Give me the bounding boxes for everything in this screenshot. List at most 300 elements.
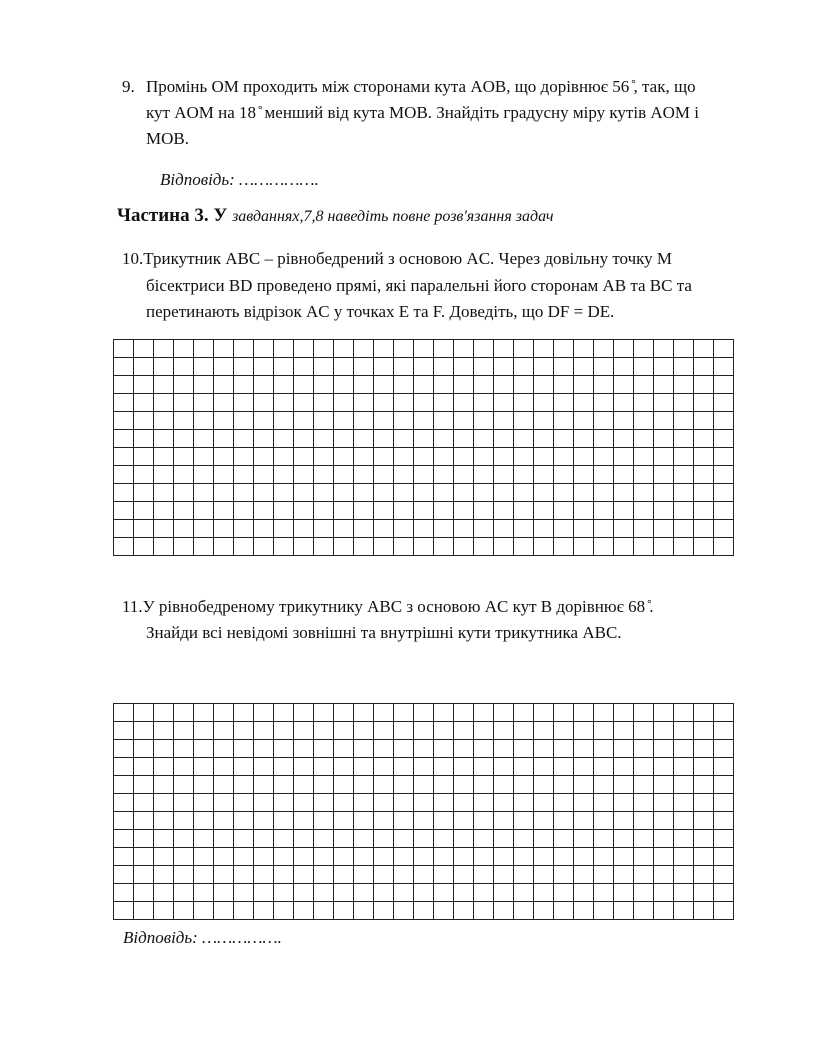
grid-cell[interactable] [214, 848, 234, 866]
grid-cell[interactable] [594, 430, 614, 448]
grid-cell[interactable] [454, 538, 474, 556]
grid-cell[interactable] [114, 430, 134, 448]
grid-cell[interactable] [234, 884, 254, 902]
grid-cell[interactable] [114, 704, 134, 722]
grid-cell[interactable] [414, 704, 434, 722]
grid-cell[interactable] [434, 704, 454, 722]
grid-cell[interactable] [574, 340, 594, 358]
grid-cell[interactable] [634, 358, 654, 376]
grid-cell[interactable] [254, 448, 274, 466]
grid-cell[interactable] [514, 430, 534, 448]
grid-cell[interactable] [614, 776, 634, 794]
grid-cell[interactable] [234, 376, 254, 394]
grid-cell[interactable] [574, 538, 594, 556]
grid-cell[interactable] [154, 758, 174, 776]
grid-cell[interactable] [594, 830, 614, 848]
grid-cell[interactable] [674, 466, 694, 484]
grid-cell[interactable] [574, 376, 594, 394]
grid-cell[interactable] [634, 520, 654, 538]
grid-cell[interactable] [574, 776, 594, 794]
grid-cell[interactable] [194, 394, 214, 412]
grid-cell[interactable] [694, 448, 714, 466]
grid-cell[interactable] [294, 430, 314, 448]
grid-cell[interactable] [134, 902, 154, 920]
grid-cell[interactable] [174, 502, 194, 520]
grid-cell[interactable] [394, 812, 414, 830]
grid-cell[interactable] [534, 376, 554, 394]
grid-cell[interactable] [674, 758, 694, 776]
grid-cell[interactable] [214, 740, 234, 758]
grid-cell[interactable] [494, 758, 514, 776]
grid-cell[interactable] [354, 412, 374, 430]
grid-cell[interactable] [514, 830, 534, 848]
grid-cell[interactable] [494, 812, 514, 830]
grid-cell[interactable] [114, 358, 134, 376]
grid-cell[interactable] [134, 430, 154, 448]
grid-cell[interactable] [374, 848, 394, 866]
grid-cell[interactable] [574, 358, 594, 376]
grid-cell[interactable] [274, 448, 294, 466]
grid-cell[interactable] [574, 430, 594, 448]
grid-cell[interactable] [174, 538, 194, 556]
grid-cell[interactable] [254, 758, 274, 776]
grid-cell[interactable] [334, 722, 354, 740]
grid-cell[interactable] [614, 484, 634, 502]
grid-cell[interactable] [614, 448, 634, 466]
grid-cell[interactable] [534, 394, 554, 412]
grid-cell[interactable] [154, 830, 174, 848]
grid-cell[interactable] [714, 466, 734, 484]
grid-cell[interactable] [534, 520, 554, 538]
grid-cell[interactable] [414, 484, 434, 502]
grid-cell[interactable] [534, 358, 554, 376]
grid-cell[interactable] [314, 448, 334, 466]
grid-cell[interactable] [214, 830, 234, 848]
grid-cell[interactable] [354, 358, 374, 376]
grid-cell[interactable] [214, 412, 234, 430]
grid-cell[interactable] [154, 358, 174, 376]
grid-cell[interactable] [114, 376, 134, 394]
grid-cell[interactable] [554, 704, 574, 722]
grid-cell[interactable] [394, 794, 414, 812]
grid-cell[interactable] [154, 520, 174, 538]
grid-cell[interactable] [234, 812, 254, 830]
grid-cell[interactable] [374, 758, 394, 776]
grid-cell[interactable] [194, 794, 214, 812]
grid-cell[interactable] [414, 776, 434, 794]
grid-cell[interactable] [454, 740, 474, 758]
grid-cell[interactable] [474, 794, 494, 812]
grid-cell[interactable] [314, 376, 334, 394]
grid-cell[interactable] [134, 412, 154, 430]
grid-cell[interactable] [414, 430, 434, 448]
grid-cell[interactable] [254, 484, 274, 502]
grid-cell[interactable] [694, 722, 714, 740]
grid-cell[interactable] [674, 884, 694, 902]
grid-cell[interactable] [314, 520, 334, 538]
grid-cell[interactable] [354, 776, 374, 794]
grid-cell[interactable] [394, 412, 414, 430]
grid-cell[interactable] [494, 776, 514, 794]
grid-cell[interactable] [574, 794, 594, 812]
grid-cell[interactable] [134, 848, 154, 866]
grid-cell[interactable] [594, 812, 614, 830]
grid-cell[interactable] [714, 340, 734, 358]
grid-cell[interactable] [674, 484, 694, 502]
grid-cell[interactable] [374, 884, 394, 902]
grid-cell[interactable] [174, 794, 194, 812]
grid-cell[interactable] [414, 794, 434, 812]
grid-cell[interactable] [554, 722, 574, 740]
grid-cell[interactable] [214, 520, 234, 538]
grid-cell[interactable] [454, 866, 474, 884]
grid-cell[interactable] [354, 448, 374, 466]
grid-cell[interactable] [434, 340, 454, 358]
grid-cell[interactable] [634, 866, 654, 884]
grid-cell[interactable] [494, 520, 514, 538]
grid-cell[interactable] [354, 866, 374, 884]
grid-cell[interactable] [574, 412, 594, 430]
grid-cell[interactable] [234, 502, 254, 520]
grid-cell[interactable] [434, 394, 454, 412]
grid-cell[interactable] [374, 484, 394, 502]
grid-cell[interactable] [634, 340, 654, 358]
grid-cell[interactable] [114, 412, 134, 430]
grid-cell[interactable] [194, 740, 214, 758]
grid-cell[interactable] [634, 376, 654, 394]
grid-cell[interactable] [114, 502, 134, 520]
grid-cell[interactable] [134, 502, 154, 520]
grid-cell[interactable] [534, 430, 554, 448]
grid-cell[interactable] [294, 394, 314, 412]
grid-cell[interactable] [554, 502, 574, 520]
grid-cell[interactable] [134, 520, 154, 538]
grid-cell[interactable] [154, 502, 174, 520]
grid-cell[interactable] [214, 448, 234, 466]
grid-cell[interactable] [494, 340, 514, 358]
grid-cell[interactable] [374, 448, 394, 466]
grid-cell[interactable] [434, 538, 454, 556]
grid-cell[interactable] [554, 376, 574, 394]
grid-cell[interactable] [534, 758, 554, 776]
grid-cell[interactable] [114, 740, 134, 758]
grid-cell[interactable] [274, 902, 294, 920]
grid-cell[interactable] [394, 340, 414, 358]
grid-cell[interactable] [594, 484, 614, 502]
grid-cell[interactable] [194, 502, 214, 520]
grid-cell[interactable] [314, 830, 334, 848]
grid-cell[interactable] [614, 722, 634, 740]
grid-cell[interactable] [374, 830, 394, 848]
grid-cell[interactable] [354, 340, 374, 358]
grid-cell[interactable] [474, 466, 494, 484]
grid-cell[interactable] [514, 412, 534, 430]
grid-cell[interactable] [194, 830, 214, 848]
grid-cell[interactable] [134, 484, 154, 502]
grid-cell[interactable] [274, 812, 294, 830]
grid-cell[interactable] [214, 358, 234, 376]
grid-cell[interactable] [434, 722, 454, 740]
grid-cell[interactable] [614, 740, 634, 758]
grid-cell[interactable] [554, 884, 574, 902]
grid-cell[interactable] [334, 412, 354, 430]
grid-cell[interactable] [354, 484, 374, 502]
grid-cell[interactable] [194, 358, 214, 376]
grid-cell[interactable] [654, 358, 674, 376]
grid-cell[interactable] [454, 884, 474, 902]
grid-cell[interactable] [534, 866, 554, 884]
grid-cell[interactable] [554, 758, 574, 776]
grid-cell[interactable] [294, 484, 314, 502]
grid-cell[interactable] [614, 394, 634, 412]
grid-cell[interactable] [354, 740, 374, 758]
grid-cell[interactable] [614, 466, 634, 484]
grid-cell[interactable] [394, 376, 414, 394]
grid-cell[interactable] [574, 866, 594, 884]
grid-cell[interactable] [294, 538, 314, 556]
grid-cell[interactable] [674, 740, 694, 758]
grid-cell[interactable] [594, 776, 614, 794]
grid-cell[interactable] [274, 466, 294, 484]
grid-cell[interactable] [334, 538, 354, 556]
grid-cell[interactable] [174, 812, 194, 830]
grid-cell[interactable] [614, 812, 634, 830]
grid-cell[interactable] [594, 466, 614, 484]
grid-cell[interactable] [334, 394, 354, 412]
grid-cell[interactable] [214, 340, 234, 358]
grid-cell[interactable] [694, 812, 714, 830]
grid-cell[interactable] [354, 520, 374, 538]
grid-cell[interactable] [154, 430, 174, 448]
grid-cell[interactable] [574, 758, 594, 776]
grid-cell[interactable] [594, 448, 614, 466]
grid-cell[interactable] [394, 866, 414, 884]
grid-cell[interactable] [694, 484, 714, 502]
grid-cell[interactable] [174, 394, 194, 412]
grid-cell[interactable] [254, 358, 274, 376]
grid-cell[interactable] [454, 358, 474, 376]
grid-cell[interactable] [674, 376, 694, 394]
grid-cell[interactable] [614, 794, 634, 812]
grid-cell[interactable] [414, 538, 434, 556]
grid-cell[interactable] [254, 848, 274, 866]
grid-cell[interactable] [694, 830, 714, 848]
grid-cell[interactable] [294, 830, 314, 848]
grid-cell[interactable] [494, 448, 514, 466]
grid-cell[interactable] [574, 830, 594, 848]
grid-cell[interactable] [574, 502, 594, 520]
grid-cell[interactable] [494, 430, 514, 448]
grid-cell[interactable] [574, 722, 594, 740]
grid-cell[interactable] [454, 794, 474, 812]
grid-cell[interactable] [674, 776, 694, 794]
grid-cell[interactable] [394, 466, 414, 484]
grid-cell[interactable] [634, 794, 654, 812]
grid-cell[interactable] [454, 502, 474, 520]
grid-cell[interactable] [134, 448, 154, 466]
grid-cell[interactable] [434, 812, 454, 830]
grid-cell[interactable] [554, 812, 574, 830]
grid-cell[interactable] [674, 538, 694, 556]
grid-cell[interactable] [314, 430, 334, 448]
grid-cell[interactable] [174, 448, 194, 466]
grid-cell[interactable] [474, 412, 494, 430]
grid-cell[interactable] [254, 884, 274, 902]
grid-cell[interactable] [674, 412, 694, 430]
grid-cell[interactable] [534, 448, 554, 466]
grid-cell[interactable] [334, 704, 354, 722]
grid-cell[interactable] [594, 722, 614, 740]
grid-cell[interactable] [454, 704, 474, 722]
grid-cell[interactable] [234, 538, 254, 556]
grid-cell[interactable] [594, 866, 614, 884]
grid-cell[interactable] [594, 848, 614, 866]
grid-cell[interactable] [114, 794, 134, 812]
grid-cell[interactable] [534, 848, 554, 866]
grid-cell[interactable] [394, 484, 414, 502]
grid-cell[interactable] [534, 502, 554, 520]
grid-cell[interactable] [114, 884, 134, 902]
grid-cell[interactable] [674, 848, 694, 866]
grid-cell[interactable] [594, 740, 614, 758]
grid-cell[interactable] [634, 484, 654, 502]
grid-cell[interactable] [194, 776, 214, 794]
grid-cell[interactable] [134, 340, 154, 358]
grid-cell[interactable] [714, 430, 734, 448]
grid-cell[interactable] [614, 412, 634, 430]
grid-cell[interactable] [294, 794, 314, 812]
task-10-answer-grid[interactable] [113, 339, 734, 556]
grid-cell[interactable] [114, 776, 134, 794]
grid-cell[interactable] [674, 340, 694, 358]
grid-cell[interactable] [694, 358, 714, 376]
grid-cell[interactable] [194, 722, 214, 740]
grid-cell[interactable] [554, 340, 574, 358]
grid-cell[interactable] [474, 812, 494, 830]
grid-cell[interactable] [554, 358, 574, 376]
grid-cell[interactable] [254, 538, 274, 556]
grid-cell[interactable] [514, 484, 534, 502]
grid-cell[interactable] [414, 340, 434, 358]
grid-cell[interactable] [514, 776, 534, 794]
grid-cell[interactable] [514, 794, 534, 812]
grid-cell[interactable] [294, 866, 314, 884]
grid-cell[interactable] [554, 866, 574, 884]
grid-cell[interactable] [394, 448, 414, 466]
grid-cell[interactable] [714, 794, 734, 812]
grid-cell[interactable] [714, 484, 734, 502]
grid-cell[interactable] [134, 740, 154, 758]
grid-cell[interactable] [714, 812, 734, 830]
grid-cell[interactable] [554, 448, 574, 466]
grid-cell[interactable] [574, 448, 594, 466]
grid-cell[interactable] [614, 902, 634, 920]
grid-cell[interactable] [374, 520, 394, 538]
grid-cell[interactable] [714, 884, 734, 902]
grid-cell[interactable] [374, 776, 394, 794]
grid-cell[interactable] [514, 538, 534, 556]
grid-cell[interactable] [634, 430, 654, 448]
grid-cell[interactable] [194, 448, 214, 466]
grid-cell[interactable] [514, 502, 534, 520]
grid-cell[interactable] [174, 358, 194, 376]
grid-cell[interactable] [234, 866, 254, 884]
grid-cell[interactable] [374, 394, 394, 412]
grid-cell[interactable] [354, 430, 374, 448]
grid-cell[interactable] [134, 758, 154, 776]
grid-cell[interactable] [234, 430, 254, 448]
grid-cell[interactable] [314, 740, 334, 758]
grid-cell[interactable] [334, 902, 354, 920]
grid-cell[interactable] [714, 376, 734, 394]
grid-cell[interactable] [594, 794, 614, 812]
grid-cell[interactable] [474, 448, 494, 466]
grid-cell[interactable] [634, 776, 654, 794]
grid-cell[interactable] [654, 448, 674, 466]
grid-cell[interactable] [634, 758, 654, 776]
grid-cell[interactable] [494, 830, 514, 848]
grid-cell[interactable] [514, 358, 534, 376]
grid-cell[interactable] [314, 412, 334, 430]
grid-cell[interactable] [414, 394, 434, 412]
grid-cell[interactable] [634, 394, 654, 412]
grid-cell[interactable] [434, 358, 454, 376]
grid-cell[interactable] [274, 412, 294, 430]
grid-cell[interactable] [374, 412, 394, 430]
grid-cell[interactable] [154, 412, 174, 430]
grid-cell[interactable] [514, 884, 534, 902]
grid-cell[interactable] [634, 902, 654, 920]
grid-cell[interactable] [494, 866, 514, 884]
grid-cell[interactable] [114, 812, 134, 830]
grid-cell[interactable] [494, 884, 514, 902]
grid-cell[interactable] [654, 848, 674, 866]
grid-cell[interactable] [474, 884, 494, 902]
grid-cell[interactable] [634, 740, 654, 758]
grid-cell[interactable] [494, 538, 514, 556]
grid-cell[interactable] [534, 412, 554, 430]
grid-cell[interactable] [234, 394, 254, 412]
grid-cell[interactable] [294, 812, 314, 830]
grid-cell[interactable] [334, 376, 354, 394]
grid-cell[interactable] [394, 538, 414, 556]
grid-cell[interactable] [594, 902, 614, 920]
grid-cell[interactable] [294, 740, 314, 758]
grid-cell[interactable] [294, 340, 314, 358]
grid-cell[interactable] [214, 776, 234, 794]
grid-cell[interactable] [694, 394, 714, 412]
grid-cell[interactable] [474, 340, 494, 358]
grid-cell[interactable] [454, 722, 474, 740]
grid-cell[interactable] [274, 740, 294, 758]
grid-cell[interactable] [434, 484, 454, 502]
grid-cell[interactable] [594, 412, 614, 430]
grid-cell[interactable] [314, 794, 334, 812]
grid-cell[interactable] [654, 866, 674, 884]
grid-cell[interactable] [394, 704, 414, 722]
grid-cell[interactable] [614, 758, 634, 776]
grid-cell[interactable] [354, 722, 374, 740]
grid-cell[interactable] [134, 704, 154, 722]
grid-cell[interactable] [134, 812, 154, 830]
grid-cell[interactable] [294, 466, 314, 484]
grid-cell[interactable] [254, 520, 274, 538]
grid-cell[interactable] [254, 812, 274, 830]
grid-cell[interactable] [234, 484, 254, 502]
grid-cell[interactable] [274, 430, 294, 448]
grid-cell[interactable] [514, 812, 534, 830]
grid-cell[interactable] [674, 394, 694, 412]
